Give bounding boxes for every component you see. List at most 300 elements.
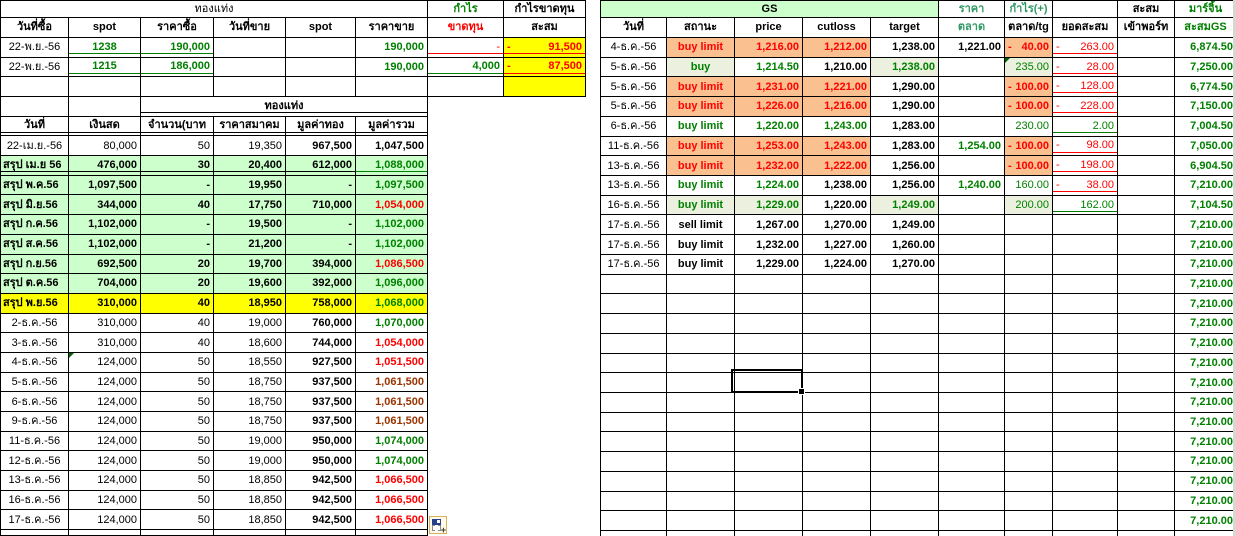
empty-cell[interactable] xyxy=(1053,354,1118,374)
cell[interactable]: 18,750 xyxy=(214,392,286,412)
cell[interactable]: 18,550 xyxy=(214,353,286,373)
empty-cell[interactable] xyxy=(286,38,356,58)
cell[interactable]: 30 xyxy=(141,156,214,176)
cell[interactable]: 18,750 xyxy=(214,373,286,393)
header-loss[interactable]: ขาดทุน xyxy=(428,18,504,38)
cell[interactable]: 1,074,000 xyxy=(356,432,428,452)
header-target[interactable]: target xyxy=(871,18,939,38)
cell[interactable]: 50 xyxy=(141,491,214,511)
cell[interactable]: 394,000 xyxy=(286,255,356,275)
cell[interactable]: 1,096,000 xyxy=(356,274,428,294)
empty-cell[interactable] xyxy=(803,275,871,295)
empty-cell[interactable] xyxy=(803,334,871,354)
cell[interactable]: 1,066,500 xyxy=(356,491,428,511)
empty-cell[interactable] xyxy=(803,413,871,433)
empty-cell[interactable] xyxy=(601,531,667,536)
cell[interactable]: 310,000 xyxy=(69,333,141,353)
empty-cell[interactable] xyxy=(803,492,871,512)
cell[interactable]: 5-ธ.ค.-56 xyxy=(601,58,667,78)
table-title-gs[interactable]: GS xyxy=(601,1,939,18)
cell[interactable]: 13-ธ.ค.-56 xyxy=(601,176,667,196)
empty-cell[interactable] xyxy=(667,472,735,492)
cell[interactable]: 704,000 xyxy=(69,274,141,294)
cell[interactable]: 1,227.00 xyxy=(803,235,871,255)
cell[interactable]: 7,150.00 xyxy=(1175,97,1236,117)
cell[interactable]: - 38.00 xyxy=(1053,176,1118,196)
cell[interactable]: 7,210.00 xyxy=(1175,373,1236,393)
empty-cell[interactable] xyxy=(871,393,939,413)
empty-cell[interactable] xyxy=(1,97,69,117)
fill-handle[interactable] xyxy=(798,388,805,395)
cell[interactable]: 1,249.00 xyxy=(871,196,939,216)
empty-cell[interactable] xyxy=(667,393,735,413)
cell[interactable]: 1,066,500 xyxy=(356,510,428,530)
cell[interactable]: 5-ธ.ค.-56 xyxy=(601,97,667,117)
empty-cell[interactable] xyxy=(1053,215,1118,235)
cell[interactable]: สรุป เม.ย 56 xyxy=(1,156,69,176)
cell[interactable]: 1,249.00 xyxy=(871,215,939,235)
empty-cell[interactable] xyxy=(667,354,735,374)
empty-cell[interactable] xyxy=(601,314,667,334)
empty-cell[interactable] xyxy=(871,373,939,393)
cell[interactable]: 18,750 xyxy=(214,412,286,432)
cell[interactable]: 1,256.00 xyxy=(871,156,939,176)
empty-cell[interactable] xyxy=(1118,137,1175,157)
empty-cell[interactable] xyxy=(667,492,735,512)
cell[interactable]: 22-พ.ย.-56 xyxy=(1,38,69,58)
empty-cell[interactable] xyxy=(871,294,939,314)
empty-cell[interactable] xyxy=(939,511,1005,531)
empty-cell[interactable] xyxy=(939,117,1005,137)
cell[interactable]: 7,104.50 xyxy=(1175,196,1236,216)
cell[interactable]: 1,210.00 xyxy=(803,58,871,78)
cell[interactable]: 942,500 xyxy=(286,510,356,530)
table-title-gold-bars[interactable]: ทองแท่ง xyxy=(1,1,428,18)
cell[interactable]: - xyxy=(141,215,214,235)
cell[interactable]: 190,000 xyxy=(356,38,428,58)
cell[interactable]: buy limit xyxy=(667,156,735,176)
empty-cell[interactable] xyxy=(1005,531,1053,536)
cell[interactable]: 17-ธ.ค.-56 xyxy=(601,235,667,255)
empty-cell[interactable] xyxy=(601,354,667,374)
empty-cell[interactable] xyxy=(601,472,667,492)
cell[interactable]: - 100.00 xyxy=(1005,156,1053,176)
header-profit[interactable]: กำไร xyxy=(428,1,504,18)
empty-cell[interactable] xyxy=(667,373,735,393)
empty-cell[interactable] xyxy=(214,38,286,58)
empty-cell[interactable] xyxy=(1118,393,1175,413)
cell[interactable]: buy limit xyxy=(667,235,735,255)
empty-cell[interactable] xyxy=(1005,452,1053,472)
cell[interactable]: 1,267.00 xyxy=(735,215,803,235)
cell[interactable]: 186,000 xyxy=(141,58,214,78)
cell[interactable]: 19,500 xyxy=(214,215,286,235)
header-accum-total[interactable]: ยอดสะสม xyxy=(1053,18,1118,38)
empty-cell[interactable] xyxy=(1053,255,1118,275)
empty-cell[interactable] xyxy=(1053,334,1118,354)
cell[interactable]: 18,850 xyxy=(214,510,286,530)
cell[interactable]: 6-ธ.ค.-56 xyxy=(601,117,667,137)
empty-cell[interactable] xyxy=(1118,38,1175,58)
cell[interactable]: - xyxy=(428,38,504,58)
empty-cell[interactable] xyxy=(1118,452,1175,472)
empty-cell[interactable] xyxy=(1053,393,1118,413)
cell[interactable]: 9-ธ.ค.-56 xyxy=(1,412,69,432)
empty-cell[interactable] xyxy=(667,531,735,536)
cell[interactable]: 1,051,500 xyxy=(356,353,428,373)
cell[interactable]: 124,000 xyxy=(69,412,141,432)
empty-cell[interactable] xyxy=(1053,235,1118,255)
empty-cell[interactable] xyxy=(1118,275,1175,295)
cell[interactable]: 7,210.00 xyxy=(1175,255,1236,275)
empty-cell[interactable] xyxy=(601,492,667,512)
cell[interactable]: 124,000 xyxy=(69,510,141,530)
cell[interactable]: 942,500 xyxy=(286,491,356,511)
empty-cell[interactable] xyxy=(601,294,667,314)
cell[interactable]: 937,500 xyxy=(286,392,356,412)
empty-cell[interactable] xyxy=(667,275,735,295)
header-spot-buy[interactable]: spot xyxy=(69,18,141,38)
empty-cell[interactable] xyxy=(871,511,939,531)
cell[interactable]: buy limit xyxy=(667,196,735,216)
empty-cell[interactable] xyxy=(735,393,803,413)
cell[interactable]: 1,229.00 xyxy=(735,196,803,216)
cell[interactable]: 6,904.50 xyxy=(1175,156,1236,176)
empty-cell[interactable] xyxy=(735,294,803,314)
cell[interactable]: 18,850 xyxy=(214,471,286,491)
cell[interactable]: 6,774.50 xyxy=(1175,77,1236,97)
empty-cell[interactable] xyxy=(1118,196,1175,216)
cell[interactable]: 7,210.00 xyxy=(1175,294,1236,314)
cell[interactable]: 7,210.00 xyxy=(1175,472,1236,492)
cell[interactable]: 17,750 xyxy=(214,195,286,215)
empty-cell[interactable] xyxy=(939,255,1005,275)
empty-cell[interactable] xyxy=(1053,492,1118,512)
cell[interactable]: - xyxy=(286,176,356,196)
cell[interactable]: 937,500 xyxy=(286,373,356,393)
empty-cell[interactable] xyxy=(803,452,871,472)
cell[interactable]: 1,097,500 xyxy=(356,176,428,196)
cell[interactable]: 50 xyxy=(141,471,214,491)
empty-cell[interactable] xyxy=(286,77,356,97)
cell[interactable]: 7,210.00 xyxy=(1175,452,1236,472)
cell[interactable]: 6-ธ.ค.-56 xyxy=(1,392,69,412)
empty-cell[interactable] xyxy=(1053,314,1118,334)
cell[interactable]: - 87,500 xyxy=(504,58,586,78)
header-accumulated[interactable]: สะสม xyxy=(504,18,586,38)
cell[interactable]: 40 xyxy=(141,333,214,353)
cell[interactable]: 7,050.00 xyxy=(1175,137,1236,157)
cell[interactable]: 950,000 xyxy=(286,432,356,452)
empty-cell[interactable] xyxy=(601,511,667,531)
empty-cell[interactable] xyxy=(1053,294,1118,314)
empty-cell[interactable] xyxy=(939,531,1005,536)
cell[interactable]: สรุป ก.ย.56 xyxy=(1,255,69,275)
cell[interactable]: buy limit xyxy=(667,176,735,196)
cell[interactable]: 1,054,000 xyxy=(356,333,428,353)
header-accum-gs[interactable]: สะสมGS xyxy=(1175,18,1236,38)
empty-cell[interactable] xyxy=(667,432,735,452)
empty-cell[interactable] xyxy=(735,452,803,472)
cell[interactable]: 1,224.00 xyxy=(803,255,871,275)
empty-cell[interactable] xyxy=(871,413,939,433)
cell[interactable]: 1,290.00 xyxy=(871,97,939,117)
cell[interactable]: 1,253.00 xyxy=(735,137,803,157)
cell[interactable]: - 128.00 xyxy=(1053,77,1118,97)
empty-cell[interactable] xyxy=(1005,255,1053,275)
cell[interactable]: 7,210.00 xyxy=(1175,393,1236,413)
cell[interactable]: 124,000 xyxy=(69,491,141,511)
cell[interactable]: 200.00 xyxy=(1005,196,1053,216)
empty-cell[interactable] xyxy=(214,530,286,536)
empty-cell[interactable] xyxy=(1118,531,1175,536)
cell[interactable]: 20,400 xyxy=(214,156,286,176)
cell[interactable]: 1,088,000 xyxy=(356,156,428,176)
cell[interactable]: สรุป ต.ค.56 xyxy=(1,274,69,294)
cell[interactable]: 1,290.00 xyxy=(871,77,939,97)
empty-cell[interactable] xyxy=(1005,511,1053,531)
empty-cell[interactable] xyxy=(1118,176,1175,196)
empty-cell[interactable] xyxy=(1005,373,1053,393)
cell[interactable]: - 28.00 xyxy=(1053,58,1118,78)
cell[interactable]: - 91,500 xyxy=(504,38,586,58)
cell[interactable]: 4-ธ.ค.-56 xyxy=(1,353,69,373)
cell[interactable]: 1,066,500 xyxy=(356,471,428,491)
cell[interactable]: 20 xyxy=(141,274,214,294)
cell[interactable]: 942,500 xyxy=(286,471,356,491)
empty-cell[interactable] xyxy=(214,77,286,97)
cell[interactable]: 710,000 xyxy=(286,195,356,215)
empty-cell[interactable] xyxy=(1053,413,1118,433)
empty-cell[interactable] xyxy=(735,511,803,531)
cell[interactable]: 2-ธ.ค.-56 xyxy=(1,314,69,334)
cell[interactable]: 50 xyxy=(141,432,214,452)
cell[interactable]: 40 xyxy=(141,294,214,314)
cell[interactable]: - 228.00 xyxy=(1053,97,1118,117)
cell[interactable]: 310,000 xyxy=(69,314,141,334)
empty-cell[interactable] xyxy=(504,77,586,97)
empty-cell[interactable] xyxy=(803,354,871,374)
header-association-price[interactable]: ราคาสมาคม xyxy=(214,117,286,137)
empty-cell[interactable] xyxy=(1118,511,1175,531)
cell[interactable]: 12-ธ.ค.-56 xyxy=(1,451,69,471)
cell[interactable]: 1,086,500 xyxy=(356,255,428,275)
cell[interactable]: 7,250.00 xyxy=(1175,58,1236,78)
empty-cell[interactable] xyxy=(601,334,667,354)
empty-cell[interactable] xyxy=(1005,334,1053,354)
cell[interactable]: - 100.00 xyxy=(1005,97,1053,117)
header-market[interactable]: ตลาด xyxy=(939,18,1005,38)
cell[interactable]: 1,283.00 xyxy=(871,117,939,137)
cell[interactable]: 124,000 xyxy=(69,373,141,393)
cell[interactable]: 1,102,000 xyxy=(69,215,141,235)
cell[interactable]: 5-ธ.ค.-56 xyxy=(601,77,667,97)
cell[interactable]: 13-ธ.ค.-56 xyxy=(1,471,69,491)
cell[interactable]: 476,000 xyxy=(69,156,141,176)
cell[interactable]: 344,000 xyxy=(69,195,141,215)
empty-cell[interactable] xyxy=(1053,373,1118,393)
cell[interactable]: 1,102,000 xyxy=(69,235,141,255)
empty-cell[interactable] xyxy=(871,492,939,512)
cell[interactable]: 13-ธ.ค.-56 xyxy=(601,156,667,176)
cell[interactable]: 7,210.00 xyxy=(1175,314,1236,334)
empty-cell[interactable] xyxy=(803,393,871,413)
empty-cell[interactable] xyxy=(1005,354,1053,374)
cell[interactable]: 230.00 xyxy=(1005,117,1053,137)
cell[interactable]: 760,000 xyxy=(286,314,356,334)
cell[interactable]: 22-เม.ย.-56 xyxy=(1,136,69,156)
empty-cell[interactable] xyxy=(735,413,803,433)
empty-cell[interactable] xyxy=(667,334,735,354)
empty-cell[interactable] xyxy=(871,275,939,295)
empty-cell[interactable] xyxy=(356,530,428,536)
header-amount-baht[interactable]: จำนวน(บาท xyxy=(141,117,214,137)
header-margin[interactable]: มาร์จิ้น xyxy=(1175,1,1236,18)
cell[interactable]: 20 xyxy=(141,255,214,275)
cell[interactable]: 162.00 xyxy=(1053,196,1118,216)
cell[interactable]: - 100.00 xyxy=(1005,137,1053,157)
cell[interactable]: 1,054,000 xyxy=(356,195,428,215)
cell[interactable]: 80,000 xyxy=(69,136,141,156)
header-accum[interactable]: สะสม xyxy=(1118,1,1175,18)
empty-cell[interactable] xyxy=(1118,77,1175,97)
cell[interactable]: สรุป พ.ค.56 xyxy=(1,176,69,196)
cell[interactable]: 1,224.00 xyxy=(735,176,803,196)
cell[interactable]: 50 xyxy=(141,510,214,530)
cell[interactable]: 612,000 xyxy=(286,156,356,176)
empty-cell[interactable] xyxy=(871,354,939,374)
empty-cell[interactable] xyxy=(803,294,871,314)
empty-cell[interactable] xyxy=(1118,413,1175,433)
empty-cell[interactable] xyxy=(601,373,667,393)
empty-cell[interactable] xyxy=(1118,255,1175,275)
cell[interactable]: 160.00 xyxy=(1005,176,1053,196)
empty-cell[interactable] xyxy=(871,472,939,492)
cell[interactable]: 7,210.00 xyxy=(1175,354,1236,374)
empty-cell[interactable] xyxy=(601,432,667,452)
cell[interactable]: 235.00 xyxy=(1005,58,1053,78)
cell[interactable]: - xyxy=(286,215,356,235)
empty-cell[interactable] xyxy=(1118,334,1175,354)
cell[interactable]: - 263.00 xyxy=(1053,38,1118,58)
cell[interactable]: 1,238.00 xyxy=(871,38,939,58)
empty-cell[interactable] xyxy=(1053,511,1118,531)
cell[interactable]: buy xyxy=(667,58,735,78)
empty-cell[interactable] xyxy=(939,58,1005,78)
cell[interactable]: 1,254.00 xyxy=(939,137,1005,157)
header-price[interactable]: price xyxy=(735,18,803,38)
empty-cell[interactable] xyxy=(667,413,735,433)
cell[interactable]: buy limit xyxy=(667,255,735,275)
cell[interactable]: 18,600 xyxy=(214,333,286,353)
cell[interactable]: 1,221.00 xyxy=(939,38,1005,58)
empty-cell[interactable] xyxy=(939,97,1005,117)
empty-cell[interactable] xyxy=(1005,393,1053,413)
cell[interactable]: 124,000 xyxy=(69,432,141,452)
empty-cell[interactable] xyxy=(939,156,1005,176)
cell[interactable]: 1,070,000 xyxy=(356,314,428,334)
cell[interactable]: 1,243.00 xyxy=(803,137,871,157)
cell[interactable]: 190,000 xyxy=(141,38,214,58)
empty-cell[interactable] xyxy=(939,432,1005,452)
paste-options-button[interactable] xyxy=(429,516,447,534)
empty-cell[interactable] xyxy=(1005,314,1053,334)
header-price-th[interactable]: ราคา xyxy=(939,1,1005,18)
empty-cell[interactable] xyxy=(667,314,735,334)
cell[interactable]: 310,000 xyxy=(69,294,141,314)
empty-cell[interactable] xyxy=(939,294,1005,314)
cell[interactable]: - 100.00 xyxy=(1005,77,1053,97)
cell[interactable]: 40 xyxy=(141,314,214,334)
cell[interactable]: sell limit xyxy=(667,215,735,235)
cell[interactable]: 4,000 xyxy=(428,58,504,78)
cell[interactable]: 967,500 xyxy=(286,136,356,156)
cell[interactable]: 17-ธ.ค.-56 xyxy=(601,215,667,235)
empty-cell[interactable] xyxy=(939,354,1005,374)
cell[interactable]: 1238 xyxy=(69,38,141,58)
empty-cell[interactable] xyxy=(803,373,871,393)
cell[interactable]: 927,500 xyxy=(286,353,356,373)
header-profit-plus[interactable]: กำไร(+) xyxy=(1005,1,1053,18)
cell[interactable]: 1,232.00 xyxy=(735,235,803,255)
empty-cell[interactable] xyxy=(939,215,1005,235)
empty-cell[interactable] xyxy=(939,472,1005,492)
cell[interactable]: 4-ธ.ค.-56 xyxy=(601,38,667,58)
header-spot-sell[interactable]: spot xyxy=(286,18,356,38)
cell[interactable]: สรุป มิ.ย.56 xyxy=(1,195,69,215)
cell[interactable]: 1,231.00 xyxy=(735,77,803,97)
cell[interactable]: 50 xyxy=(141,392,214,412)
cell[interactable]: 1,232.00 xyxy=(735,156,803,176)
cell[interactable]: 7,210.00 xyxy=(1175,432,1236,452)
header-market-tg[interactable]: ตลาด/tg xyxy=(1005,18,1053,38)
empty-cell[interactable] xyxy=(1118,117,1175,137)
empty-cell[interactable] xyxy=(1005,413,1053,433)
cell[interactable]: - 198.00 xyxy=(1053,156,1118,176)
cell[interactable]: 16-ธ.ค.-56 xyxy=(1,491,69,511)
empty-cell[interactable] xyxy=(871,432,939,452)
cell[interactable]: 1,102,000 xyxy=(356,215,428,235)
cell[interactable]: buy limit xyxy=(667,97,735,117)
cell[interactable]: 16-ธ.ค.-56 xyxy=(601,196,667,216)
cell[interactable]: 1,238.00 xyxy=(803,176,871,196)
cell[interactable]: สรุป พ.ย.56 xyxy=(1,294,69,314)
empty-cell[interactable] xyxy=(667,294,735,314)
empty-cell[interactable] xyxy=(667,511,735,531)
cell[interactable]: 1,221.00 xyxy=(803,77,871,97)
empty-cell[interactable] xyxy=(1053,452,1118,472)
cell[interactable]: 1,238.00 xyxy=(871,58,939,78)
empty-cell[interactable] xyxy=(601,393,667,413)
cell[interactable]: - 40.00 xyxy=(1005,38,1053,58)
empty-cell[interactable] xyxy=(939,196,1005,216)
header-total-value[interactable]: มูลค่ารวม xyxy=(356,117,428,137)
cell[interactable]: 1,270.00 xyxy=(871,255,939,275)
cell[interactable]: 1,222.00 xyxy=(803,156,871,176)
empty-cell[interactable] xyxy=(69,530,141,536)
header-buy-date[interactable]: วันที่ซื้อ xyxy=(1,18,69,38)
cell[interactable]: 19,350 xyxy=(214,136,286,156)
cell[interactable]: 1,102,000 xyxy=(356,235,428,255)
empty-cell[interactable] xyxy=(871,314,939,334)
empty-cell[interactable] xyxy=(939,452,1005,472)
empty-cell[interactable] xyxy=(356,77,428,97)
empty-cell[interactable] xyxy=(214,58,286,78)
cell[interactable]: 1,256.00 xyxy=(871,176,939,196)
cell[interactable]: 1,097,500 xyxy=(69,176,141,196)
header-sell-price[interactable]: ราคาขาย xyxy=(356,18,428,38)
empty-cell[interactable] xyxy=(939,373,1005,393)
